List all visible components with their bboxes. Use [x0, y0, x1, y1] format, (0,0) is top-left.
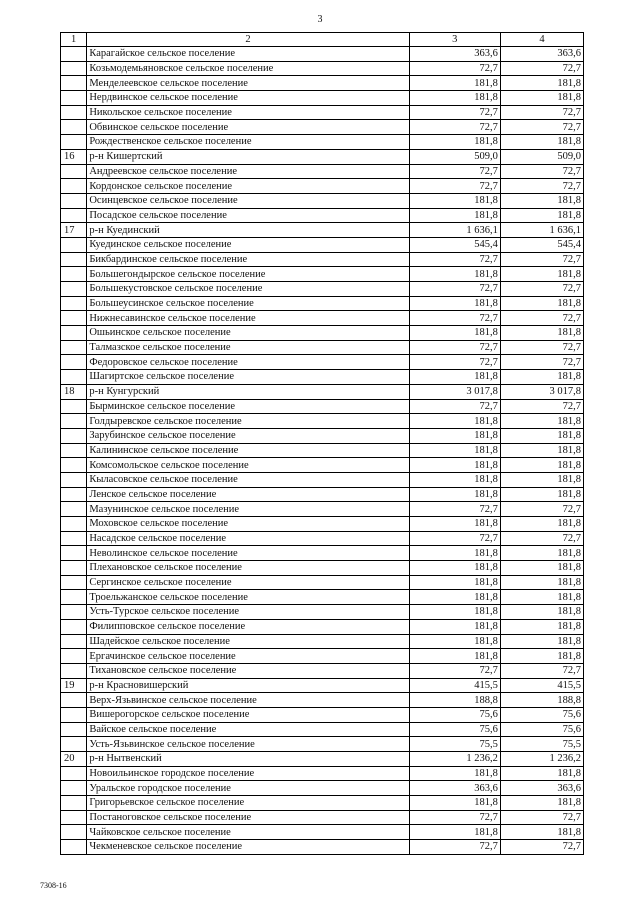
row-number	[61, 619, 87, 634]
row-name: Комсомольское сельское поселение	[87, 458, 409, 473]
row-value-col4: 181,8	[500, 267, 583, 282]
row-value-col3: 509,0	[409, 149, 500, 164]
row-number	[61, 61, 87, 76]
row-name: р-н Нытвенский	[87, 752, 409, 767]
row-name: Кыласовское сельское поселение	[87, 472, 409, 487]
row-name: Талмазское сельское поселение	[87, 340, 409, 355]
table-row	[61, 796, 584, 811]
row-number	[61, 810, 87, 825]
row-value-col3: 72,7	[409, 663, 500, 678]
row-name: Ошьинское сельское поселение	[87, 326, 409, 341]
row-value-col4: 3 017,8	[500, 384, 583, 399]
row-name: р-н Кишертский	[87, 149, 409, 164]
row-number	[61, 781, 87, 796]
row-value-col4: 181,8	[500, 590, 583, 605]
row-value-col3: 181,8	[409, 91, 500, 106]
row-value-col3: 181,8	[409, 472, 500, 487]
table-row	[61, 208, 584, 223]
row-name: Новоильинское городское поселение	[87, 766, 409, 781]
row-number	[61, 193, 87, 208]
row-value-col4: 72,7	[500, 531, 583, 546]
table-row	[61, 237, 584, 252]
page-number: 3	[317, 14, 323, 25]
row-value-col3: 72,7	[409, 502, 500, 517]
row-number	[61, 311, 87, 326]
row-value-col4: 72,7	[500, 179, 583, 194]
row-value-col3: 181,8	[409, 796, 500, 811]
row-value-col4: 181,8	[500, 561, 583, 576]
table-row	[61, 472, 584, 487]
row-number	[61, 76, 87, 91]
row-number	[61, 634, 87, 649]
table-row	[61, 825, 584, 840]
row-number	[61, 296, 87, 311]
row-value-col3: 181,8	[409, 590, 500, 605]
table-row	[61, 619, 584, 634]
row-value-col4: 181,8	[500, 208, 583, 223]
row-number	[61, 737, 87, 752]
row-value-col3: 72,7	[409, 340, 500, 355]
row-number	[61, 208, 87, 223]
row-value-col3: 72,7	[409, 399, 500, 414]
row-value-col4: 75,6	[500, 722, 583, 737]
table-row	[61, 678, 584, 693]
row-value-col3: 181,8	[409, 458, 500, 473]
row-value-col3: 72,7	[409, 105, 500, 120]
row-value-col3: 181,8	[409, 561, 500, 576]
row-value-col4: 72,7	[500, 355, 583, 370]
row-value-col4: 181,8	[500, 91, 583, 106]
row-name: Шагиртское сельское поселение	[87, 370, 409, 385]
table-row	[61, 458, 584, 473]
row-name: Моховское сельское поселение	[87, 517, 409, 532]
row-name: Куединское сельское поселение	[87, 237, 409, 252]
table-row	[61, 443, 584, 458]
row-value-col4: 1 636,1	[500, 223, 583, 238]
row-value-col4: 72,7	[500, 663, 583, 678]
row-value-col3: 181,8	[409, 135, 500, 150]
row-number	[61, 707, 87, 722]
row-name: Осинцевское сельское поселение	[87, 193, 409, 208]
row-value-col3: 181,8	[409, 517, 500, 532]
row-name: Неволинское сельское поселение	[87, 546, 409, 561]
row-number: 18	[61, 384, 87, 399]
row-number	[61, 458, 87, 473]
row-value-col4: 181,8	[500, 575, 583, 590]
row-value-col3: 72,7	[409, 164, 500, 179]
table-row	[61, 663, 584, 678]
row-value-col4: 72,7	[500, 61, 583, 76]
row-name: Плехановское сельское поселение	[87, 561, 409, 576]
row-value-col3: 181,8	[409, 76, 500, 91]
row-name: Зарубинское сельское поселение	[87, 428, 409, 443]
table-row	[61, 91, 584, 106]
table-row	[61, 296, 584, 311]
row-value-col3: 181,8	[409, 443, 500, 458]
row-name: Усть-Язьвинское сельское поселение	[87, 737, 409, 752]
table-row	[61, 546, 584, 561]
row-name: р-н Кунгурский	[87, 384, 409, 399]
row-name: Ленское сельское поселение	[87, 487, 409, 502]
row-value-col3: 72,7	[409, 840, 500, 855]
table-header-row	[61, 33, 584, 47]
row-value-col3: 72,7	[409, 120, 500, 135]
table-row	[61, 370, 584, 385]
row-name: Усть-Турское сельское поселение	[87, 605, 409, 620]
row-number	[61, 663, 87, 678]
table-row	[61, 252, 584, 267]
row-number	[61, 766, 87, 781]
row-name: Большеусинское сельское поселение	[87, 296, 409, 311]
row-value-col4: 181,8	[500, 649, 583, 664]
row-number	[61, 546, 87, 561]
row-number	[61, 428, 87, 443]
row-value-col3: 72,7	[409, 282, 500, 297]
table-row	[61, 355, 584, 370]
row-number	[61, 135, 87, 150]
row-value-col4: 181,8	[500, 428, 583, 443]
row-value-col3: 72,7	[409, 810, 500, 825]
table-row	[61, 76, 584, 91]
row-value-col3: 181,8	[409, 370, 500, 385]
row-name: Насадское сельское поселение	[87, 531, 409, 546]
row-value-col4: 181,8	[500, 135, 583, 150]
row-value-col3: 181,8	[409, 575, 500, 590]
table-row	[61, 149, 584, 164]
row-value-col3: 545,4	[409, 237, 500, 252]
row-value-col3: 72,7	[409, 531, 500, 546]
row-value-col4: 72,7	[500, 840, 583, 855]
table-row	[61, 590, 584, 605]
table-row	[61, 707, 584, 722]
row-number	[61, 399, 87, 414]
row-name: Обвинское сельское поселение	[87, 120, 409, 135]
table-row	[61, 340, 584, 355]
row-name: Вишерогорское сельское поселение	[87, 707, 409, 722]
row-value-col3: 72,7	[409, 179, 500, 194]
table-row	[61, 223, 584, 238]
row-number	[61, 575, 87, 590]
row-name: Бырминское сельское поселение	[87, 399, 409, 414]
row-name: Верх-Язьвинское сельское поселение	[87, 693, 409, 708]
table-row	[61, 135, 584, 150]
row-value-col3: 188,8	[409, 693, 500, 708]
table-row	[61, 487, 584, 502]
row-value-col3: 181,8	[409, 619, 500, 634]
table-row	[61, 384, 584, 399]
table-row	[61, 517, 584, 532]
row-value-col3: 181,8	[409, 649, 500, 664]
row-value-col4: 72,7	[500, 399, 583, 414]
table-row	[61, 737, 584, 752]
row-number	[61, 267, 87, 282]
row-name: Голдыревское сельское поселение	[87, 414, 409, 429]
row-name: Посадское сельское поселение	[87, 208, 409, 223]
row-name: Филипповское сельское поселение	[87, 619, 409, 634]
table-row	[61, 326, 584, 341]
row-value-col4: 72,7	[500, 120, 583, 135]
row-name: Чекменевское сельское поселение	[87, 840, 409, 855]
document-code: 7308-16	[40, 881, 67, 890]
row-value-col4: 363,6	[500, 47, 583, 62]
row-value-col3: 1 636,1	[409, 223, 500, 238]
row-number	[61, 91, 87, 106]
row-value-col3: 181,8	[409, 546, 500, 561]
row-name: Козьмодемьяновское сельское поселение	[87, 61, 409, 76]
row-name: Бикбардинское сельское поселение	[87, 252, 409, 267]
table-row	[61, 575, 584, 590]
row-number	[61, 590, 87, 605]
row-number	[61, 561, 87, 576]
table-row	[61, 810, 584, 825]
row-name: Федоровское сельское поселение	[87, 355, 409, 370]
row-number	[61, 472, 87, 487]
row-value-col4: 181,8	[500, 370, 583, 385]
row-value-col3: 181,8	[409, 296, 500, 311]
table-row	[61, 722, 584, 737]
row-value-col3: 181,8	[409, 634, 500, 649]
row-name: Менделеевское сельское поселение	[87, 76, 409, 91]
row-value-col4: 181,8	[500, 296, 583, 311]
row-number: 20	[61, 752, 87, 767]
table-row	[61, 193, 584, 208]
table-row	[61, 649, 584, 664]
row-value-col4: 181,8	[500, 458, 583, 473]
row-value-col3: 181,8	[409, 208, 500, 223]
row-name: Рождественское сельское поселение	[87, 135, 409, 150]
row-value-col3: 415,5	[409, 678, 500, 693]
row-number	[61, 443, 87, 458]
row-value-col4: 72,7	[500, 105, 583, 120]
row-number	[61, 517, 87, 532]
row-number	[61, 649, 87, 664]
row-value-col4: 545,4	[500, 237, 583, 252]
table-row	[61, 267, 584, 282]
row-value-col3: 363,6	[409, 47, 500, 62]
row-value-col3: 181,8	[409, 414, 500, 429]
row-value-col3: 181,8	[409, 193, 500, 208]
row-number	[61, 179, 87, 194]
row-value-col4: 72,7	[500, 340, 583, 355]
table-row	[61, 752, 584, 767]
header-col-3: 3	[409, 33, 500, 47]
row-value-col3: 75,6	[409, 707, 500, 722]
row-value-col3: 1 236,2	[409, 752, 500, 767]
row-value-col4: 72,7	[500, 502, 583, 517]
row-value-col4: 181,8	[500, 825, 583, 840]
budget-table	[60, 32, 584, 855]
row-value-col4: 509,0	[500, 149, 583, 164]
table-row	[61, 47, 584, 62]
row-value-col3: 3 017,8	[409, 384, 500, 399]
row-name: Уральское городское поселение	[87, 781, 409, 796]
row-value-col3: 181,8	[409, 825, 500, 840]
row-name: Постаноговское сельское поселение	[87, 810, 409, 825]
row-value-col3: 181,8	[409, 605, 500, 620]
header-col-2: 2	[87, 33, 409, 47]
row-value-col4: 181,8	[500, 619, 583, 634]
row-value-col4: 181,8	[500, 443, 583, 458]
table-row	[61, 502, 584, 517]
table-row	[61, 840, 584, 855]
row-value-col4: 72,7	[500, 252, 583, 267]
row-value-col4: 75,5	[500, 737, 583, 752]
row-value-col4: 181,8	[500, 546, 583, 561]
row-number	[61, 722, 87, 737]
row-name: Григорьевское сельское поселение	[87, 796, 409, 811]
row-number	[61, 47, 87, 62]
table-row	[61, 634, 584, 649]
row-number	[61, 120, 87, 135]
row-number: 16	[61, 149, 87, 164]
row-name: Тихановское сельское поселение	[87, 663, 409, 678]
row-value-col3: 75,5	[409, 737, 500, 752]
row-value-col4: 181,8	[500, 472, 583, 487]
row-value-col3: 181,8	[409, 267, 500, 282]
row-value-col4: 72,7	[500, 164, 583, 179]
table-row	[61, 105, 584, 120]
row-name: Шадейское сельское поселение	[87, 634, 409, 649]
row-value-col4: 181,8	[500, 76, 583, 91]
row-value-col4: 188,8	[500, 693, 583, 708]
row-number	[61, 502, 87, 517]
row-number	[61, 414, 87, 429]
row-name: Кордонское сельское поселение	[87, 179, 409, 194]
row-name: Большекустовское сельское поселение	[87, 282, 409, 297]
table-row	[61, 399, 584, 414]
row-value-col4: 181,8	[500, 193, 583, 208]
row-value-col4: 181,8	[500, 634, 583, 649]
header-col-4: 4	[500, 33, 583, 47]
row-value-col4: 181,8	[500, 517, 583, 532]
row-number	[61, 355, 87, 370]
row-name: Андреевское сельское поселение	[87, 164, 409, 179]
row-name: Нижнесавинское сельское поселение	[87, 311, 409, 326]
row-number	[61, 326, 87, 341]
table-row	[61, 428, 584, 443]
row-value-col4: 181,8	[500, 766, 583, 781]
row-name: Калининское сельское поселение	[87, 443, 409, 458]
row-number	[61, 840, 87, 855]
row-number	[61, 531, 87, 546]
row-value-col3: 181,8	[409, 428, 500, 443]
row-name: Нердвинское сельское поселение	[87, 91, 409, 106]
row-value-col4: 415,5	[500, 678, 583, 693]
row-value-col3: 72,7	[409, 355, 500, 370]
row-value-col4: 72,7	[500, 311, 583, 326]
row-number	[61, 605, 87, 620]
row-value-col4: 181,8	[500, 605, 583, 620]
row-number	[61, 105, 87, 120]
row-value-col3: 75,6	[409, 722, 500, 737]
row-name: Большегондырское сельское поселение	[87, 267, 409, 282]
row-value-col3: 363,6	[409, 781, 500, 796]
header-col-1: 1	[61, 33, 87, 47]
table-row	[61, 531, 584, 546]
row-number: 17	[61, 223, 87, 238]
row-name: р-н Куединский	[87, 223, 409, 238]
row-value-col4: 1 236,2	[500, 752, 583, 767]
row-name: Мазунинское сельское поселение	[87, 502, 409, 517]
row-number	[61, 796, 87, 811]
row-name: Сергинское сельское поселение	[87, 575, 409, 590]
row-number	[61, 340, 87, 355]
row-name: Вайское сельское поселение	[87, 722, 409, 737]
table-row	[61, 693, 584, 708]
table-row	[61, 766, 584, 781]
table-row	[61, 311, 584, 326]
table-row	[61, 605, 584, 620]
row-value-col4: 181,8	[500, 326, 583, 341]
row-number	[61, 825, 87, 840]
table-row	[61, 164, 584, 179]
row-value-col4: 75,6	[500, 707, 583, 722]
row-name: Ергачинское сельское поселение	[87, 649, 409, 664]
row-value-col3: 72,7	[409, 311, 500, 326]
row-value-col3: 72,7	[409, 252, 500, 267]
row-number	[61, 237, 87, 252]
row-name: Карагайское сельское поселение	[87, 47, 409, 62]
row-name: Никольское сельское поселение	[87, 105, 409, 120]
row-value-col4: 181,8	[500, 796, 583, 811]
row-number	[61, 164, 87, 179]
table-row	[61, 61, 584, 76]
table-row	[61, 282, 584, 297]
row-value-col3: 181,8	[409, 487, 500, 502]
row-number: 19	[61, 678, 87, 693]
row-value-col4: 181,8	[500, 487, 583, 502]
row-number	[61, 282, 87, 297]
row-number	[61, 693, 87, 708]
table-row	[61, 179, 584, 194]
row-value-col3: 181,8	[409, 326, 500, 341]
table-row	[61, 120, 584, 135]
row-number	[61, 252, 87, 267]
row-value-col4: 72,7	[500, 810, 583, 825]
row-name: р-н Красновишерский	[87, 678, 409, 693]
table-row	[61, 781, 584, 796]
row-value-col4: 363,6	[500, 781, 583, 796]
row-value-col4: 181,8	[500, 414, 583, 429]
row-number	[61, 487, 87, 502]
table-row	[61, 414, 584, 429]
row-name: Троельжанское сельское поселение	[87, 590, 409, 605]
row-value-col4: 72,7	[500, 282, 583, 297]
row-number	[61, 370, 87, 385]
row-value-col3: 72,7	[409, 61, 500, 76]
row-name: Чайковское сельское поселение	[87, 825, 409, 840]
row-value-col3: 181,8	[409, 766, 500, 781]
table-row	[61, 561, 584, 576]
